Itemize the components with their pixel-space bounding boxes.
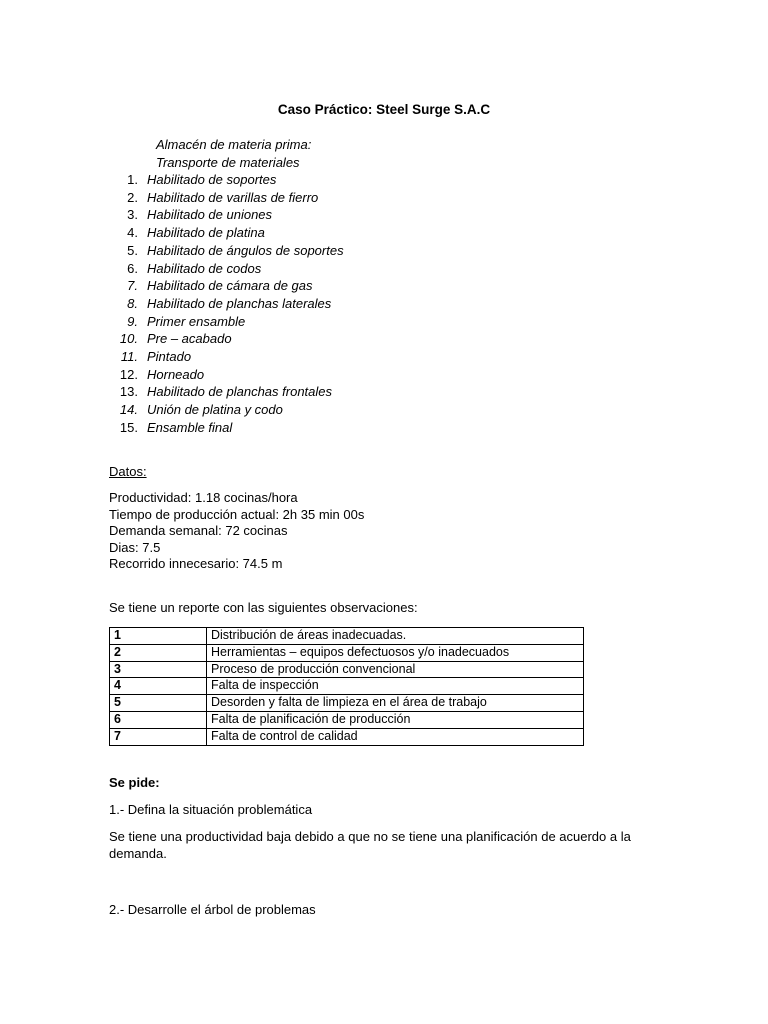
list-item: 10. Pre – acabado bbox=[119, 331, 232, 347]
list-item: 3. Habilitado de uniones bbox=[127, 207, 273, 223]
datos-production-time: Tiempo de producción actual: 2h 35 min 00s bbox=[109, 506, 365, 522]
list-item: 13. Habilitado de planchas frontales bbox=[119, 384, 333, 400]
question-2: 2.- Desarrolle el árbol de problemas bbox=[109, 902, 316, 917]
datos-unnecessary-route: Recorrido innecesario: 74.5 m bbox=[109, 556, 283, 571]
table-row: 2 Herramientas – equipos defectuosos y/o inadecuados bbox=[110, 644, 584, 661]
datos-block bbox=[109, 490, 364, 573]
list-item: 8. Habilitado de planchas laterales bbox=[127, 295, 332, 311]
list-item: 12. Horneado bbox=[119, 366, 205, 382]
list-item: 2. Habilitado de varillas de fierro bbox=[127, 189, 319, 205]
document-title: Caso Práctico: Steel Surge S.A.C bbox=[277, 102, 491, 117]
process-intro bbox=[156, 136, 311, 171]
list-item: 6. Habilitado de codos bbox=[127, 260, 262, 276]
datos-productivity: Productividad: 1.18 cocinas/hora bbox=[109, 490, 298, 505]
list-item: 11. Pintado bbox=[120, 349, 192, 365]
intro-line-warehouse: Almacén de materia prima: bbox=[156, 137, 312, 152]
question-1: 1.- Defina la situación problemática bbox=[109, 802, 313, 817]
list-item: 9. Primer ensamble bbox=[127, 313, 246, 329]
table-row: 5 Desorden y falta de limpieza en el área de trabajo bbox=[110, 695, 584, 712]
table-row: 1 Distribución de áreas inadecuadas. bbox=[110, 628, 584, 645]
datos-weekly-demand: Demanda semanal: 72 cocinas bbox=[109, 523, 288, 538]
list-item: 4. Habilitado de platina bbox=[127, 225, 265, 241]
table-row: 3 Proceso de producción convencional bbox=[110, 661, 584, 678]
answer-1: Se tiene una productividad baja debido a que no se tiene una planificación de acuerdo a la demanda. bbox=[109, 829, 631, 861]
se-pide-heading: Se pide: bbox=[109, 775, 160, 790]
observations-table bbox=[109, 627, 584, 746]
list-item: 7. Habilitado de cámara de gas bbox=[127, 278, 313, 294]
datos-heading: Datos: bbox=[109, 464, 147, 479]
list-item: 1. Habilitado de soportes bbox=[127, 172, 277, 187]
process-steps-list bbox=[109, 171, 344, 437]
datos-days: Dias: 7.5 bbox=[109, 539, 161, 555]
list-item: 14. Unión de platina y codo bbox=[119, 402, 283, 418]
table-row: 6 Falta de planificación de producción bbox=[110, 711, 584, 728]
list-item: 15. Ensamble final bbox=[119, 419, 233, 435]
table-row: 4 Falta de inspección bbox=[110, 678, 584, 695]
table-row: 7 Falta de control de calidad bbox=[110, 728, 584, 745]
intro-line-transport: Transporte de materiales bbox=[156, 154, 300, 170]
list-item: 5. Habilitado de ángulos de soportes bbox=[127, 242, 344, 258]
observations-intro: Se tiene un reporte con las siguientes observaciones: bbox=[109, 600, 418, 615]
